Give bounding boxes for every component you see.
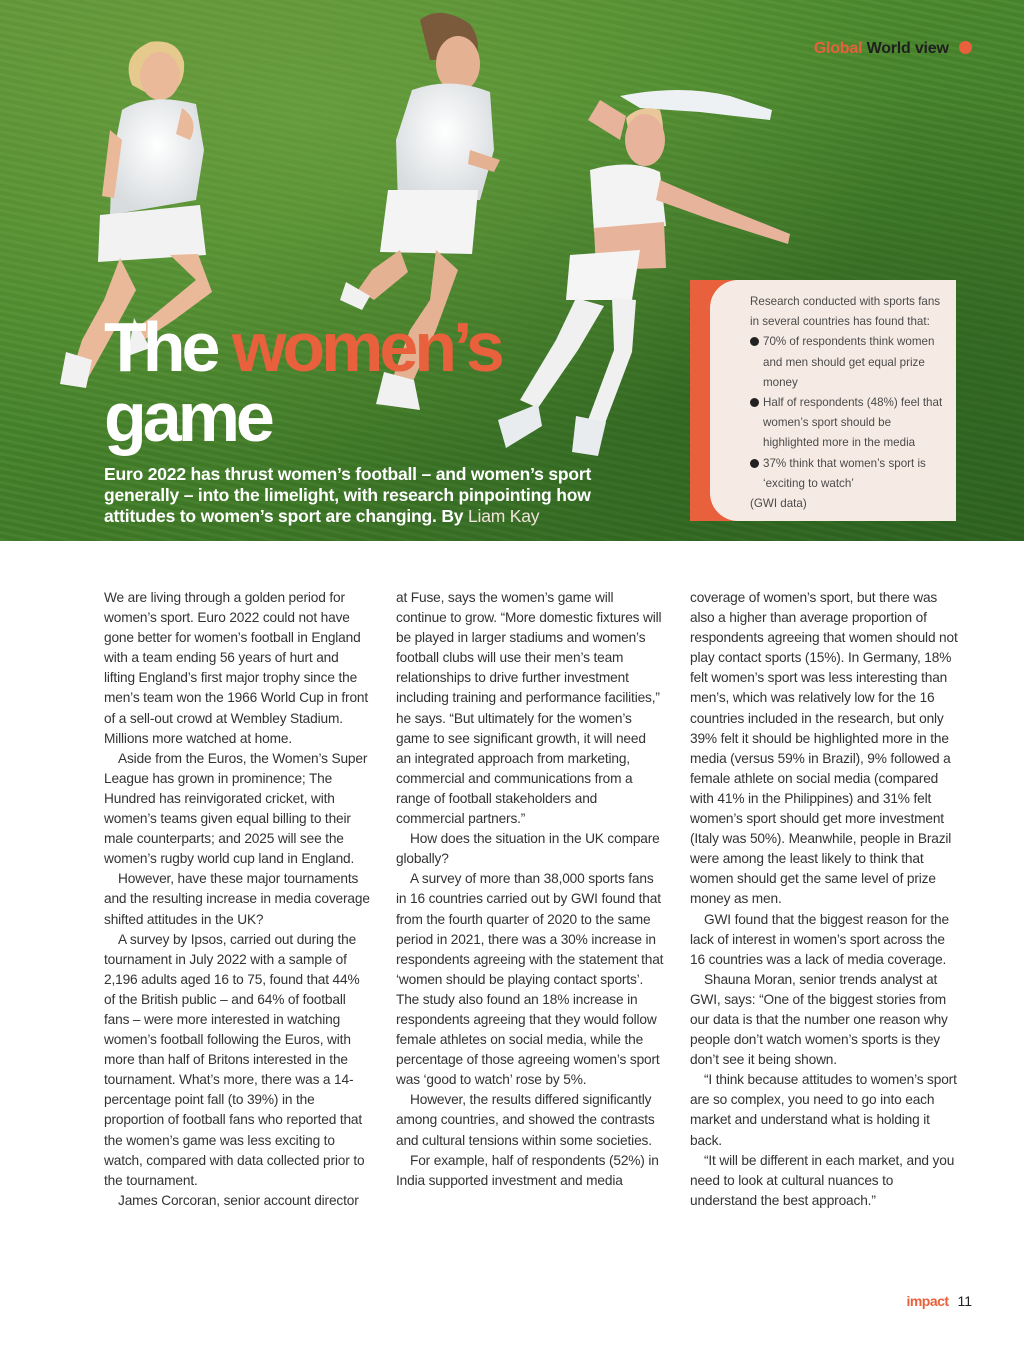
page-footer [906, 1293, 972, 1309]
paragraph: However, the results differed significantly among countries, and showed the contrasts and cultural tensions within some societies. [396, 1092, 655, 1148]
section-label-global: Global [813, 40, 863, 57]
byline-author: Liam Kay [467, 506, 540, 526]
paragraph: Aside from the Euros, the Women’s Super League has grown in prominence; The Hundred has reinvigorated cricket, with women’s teams given equal billing to their male counterparts; and 2025 will see the women’s rugby world cup land in England. [104, 750, 368, 867]
bullet-icon [750, 398, 759, 407]
factbox-source: (GWI data) [750, 497, 807, 511]
factbox-item: 70% of respondents think women and men should get equal prize money [750, 332, 950, 393]
factbox-intro: Research conducted with sports fans in several countries has found that: [750, 295, 941, 329]
paragraph: A survey by Ipsos, carried out during the tournament in July 2022 with a sample of 2,196 adults aged 16 to 75, found that 44% of the British public – and 64% of football fans – were more interested in watching women’s football following the Euros, with more than half of Britons interested in the tournament. What’s more, there was a 14-percentage point fall (to 39%) in the proportion of football fans who reported that the women’s game was less exciting to watch, compared with data collected prior to the tournament. [104, 931, 365, 1188]
brand-logo: impact [906, 1293, 949, 1309]
title-word-womens: women’s [231, 308, 501, 386]
factbox-content [750, 292, 950, 514]
paragraph: GWI found that the biggest reason for the lack of interest in women’s sport across the 16 countries was a lack of media coverage. [690, 911, 949, 967]
paragraph: We are living through a golden period for women’s sport. Euro 2022 could not have gone better for women’s football in England with a team ending 56 years of hurt and lifting England’s first major trophy since the men’s team won the 1966 World Cup in front of a sell-out crowd at Wembley Stadium. Millions more watched at home. [104, 590, 369, 746]
paragraph: Shauna Moran, senior trends analyst at GWI, says: “One of the biggest stories from our data is that the number one reason why people don’t watch women’s sports is they don’t see it being shown. [690, 971, 948, 1068]
paragraph: “It will be different in each market, and you need to look at cultural nuances to understand the best approach.” [690, 1152, 955, 1208]
page-title [104, 308, 501, 456]
bullet-icon [750, 459, 759, 468]
standfirst [104, 464, 644, 527]
bullet-icon [750, 337, 759, 346]
paragraph: James Corcoran, senior account director [118, 1192, 359, 1208]
page-number: 11 [957, 1293, 972, 1309]
paragraph: A survey of more than 38,000 sports fans in 16 countries carried out by GWI found that from the fourth quarter of 2020 to the same period in 2021, there was a 30% increase in respondents agreeing with the statement that ‘women should be playing contact sports’. The study also found an 18% increase in respondents agreeing that they would follow female athletes on social media, while the percentage of those agreeing women’s sport was ‘good to watch’ rose by 5%. [396, 871, 664, 1088]
title-word-game: game [104, 378, 271, 456]
article-column-3 [690, 588, 958, 1211]
article-column-1 [104, 588, 372, 1211]
title-word-the: The [104, 308, 217, 386]
factbox-item: Half of respondents (48%) feel that women’s sport should be highlighted more in the media [750, 393, 950, 454]
standfirst-text: Euro 2022 has thrust women’s football – and women’s sport generally – into the limelight, with research pinpointing how attitudes to women’s sport are changing. [104, 464, 592, 526]
factbox [690, 280, 956, 521]
hero-image [0, 0, 1024, 541]
article-column-2 [396, 588, 664, 1191]
section-dot-icon [959, 41, 972, 54]
paragraph: How does the situation in the UK compare globally? [396, 831, 660, 867]
paragraph: “I think because attitudes to women’s sport are so complex, you need to go into each market and understand what is holding it back. [690, 1072, 957, 1148]
factbox-item: 37% think that women’s sport is ‘exciting to watch’ [750, 454, 950, 494]
section-label-world-view: World view [866, 40, 949, 57]
factbox-list [750, 332, 950, 494]
paragraph: However, have these major tournaments and the resulting increase in media coverage shifted attitudes in the UK? [104, 871, 370, 927]
paragraph: at Fuse, says the women’s game will continue to grow. “More domestic fixtures will be played in larger stadiums and women’s football clubs will use their men’s team relationships to drive further investment including training and performance facilities,” he says. “But ultimately for the women’s game to see significant growth, it will need an integrated approach from marketing, commercial and communications from a range of football stakeholders and commercial partners.” [396, 590, 662, 827]
section-label [814, 40, 972, 58]
byline-label: By [441, 506, 464, 526]
paragraph: coverage of women’s sport, but there was also a higher than average proportion of respondents agreeing that women should not play contact sports (15%). In Germany, 18% felt women’s sport was less interesting than men’s, which was relatively low for the 16 countries included in the research, but only 39% felt it should be highlighted more in the media (versus 59% in Brazil), 9% followed a female athlete on social media (compared with 41% in the Philippines) and 31% felt women’s sport should get more investment (Italy was 50%). Meanwhile, people in Brazil were among the least likely to think that women should get the same level of prize money as men. [690, 590, 958, 907]
paragraph: For example, half of respondents (52%) in India supported investment and media [396, 1152, 659, 1188]
